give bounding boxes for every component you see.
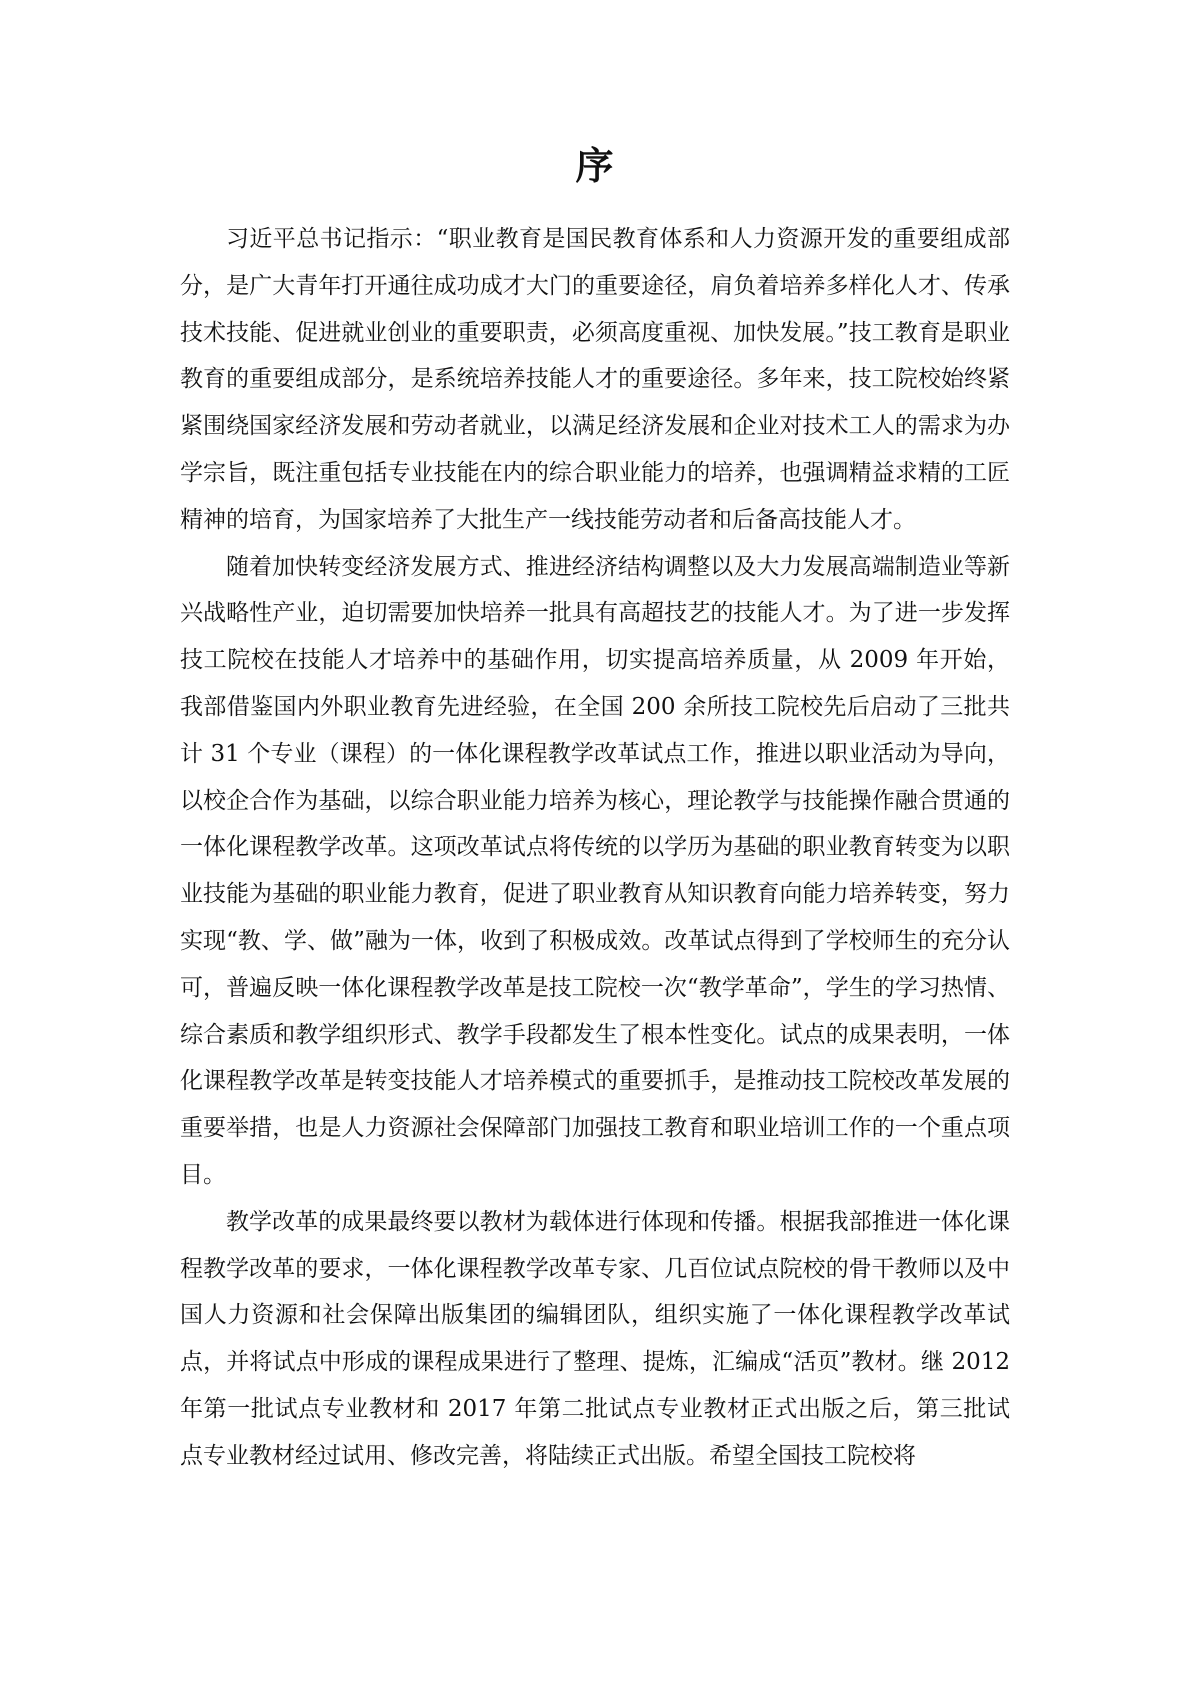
paragraph: 随着加快转变经济发展方式、推进经济结构调整以及大力发展高端制造业等新兴战略性产业，迫切需要加快培养一批具有高超技艺的技能人才。为了进一步发挥技工院校在技能人才培养中的基础作用，切实提高培养质量，从 2009 年开始，我部借鉴国内外职业教育先进经验，在全国 200 余所技工院校先后启动了三批共计 31 个专业（课程）的一体化课程教学改革试点工作，推进以职业活动为导向，以校企合作为基础，以综合职业能力培养为核心，理论教学与技能操作融合贯通的一体化课程教学改革。这项改革试点将传统的以学历为基础的职业教育转变为以职业技能为基础的职业能力教育，促进了职业教育从知识教育向能力培养转变，努力实现“教、学、做”融为一体，收到了积极成效。改革试点得到了学校师生的充分认可，普遍反映一体化课程教学改革是技工院校一次“教学革命”，学生的学习热情、综合素质和教学组织形式、教学手段都发生了根本性变化。试点的成果表明，一体化课程教学改革是转变技能人才培养模式的重要抓手，是推动技工院校改革发展的重要举措，也是人力资源社会保障部门加强技工教育和职业培训工作的一个重点项目。 bbox=[180, 553, 1010, 1188]
page-title: 序 bbox=[575, 144, 616, 188]
paragraph: 习近平总书记指示：“职业教育是国民教育体系和人力资源开发的重要组成部分，是广大青年打开通往成功成才大门的重要途径，肩负着培养多样化人才、传承技术技能、促进就业创业的重要职责，必须高度重视、加快发展。”技工教育是职业教育的重要组成部分，是系统培养技能人才的重要途径。多年来，技工院校始终紧紧围绕国家经济发展和劳动者就业，以满足经济发展和企业对技术工人的需求为办学宗旨，既注重包括专业技能在内的综合职业能力的培养，也强调精益求精的工匠精神的培育，为国家培养了大批生产一线技能劳动者和后备高技能人才。 bbox=[180, 226, 1010, 533]
document-body bbox=[180, 216, 1010, 1480]
paragraph: 教学改革的成果最终要以教材为载体进行体现和传播。根据我部推进一体化课程教学改革的要求，一体化课程教学改革专家、几百位试点院校的骨干教师以及中国人力资源和社会保障出版集团的编辑团队，组织实施了一体化课程教学改革试点，并将试点中形成的课程成果进行了整理、提炼，汇编成“活页”教材。继 2012 年第一批试点专业教材和 2017 年第二批试点专业教材正式出版之后，第三批试点专业教材经过试用、修改完善，将陆续正式出版。希望全国技工院校将 bbox=[180, 1208, 1010, 1469]
